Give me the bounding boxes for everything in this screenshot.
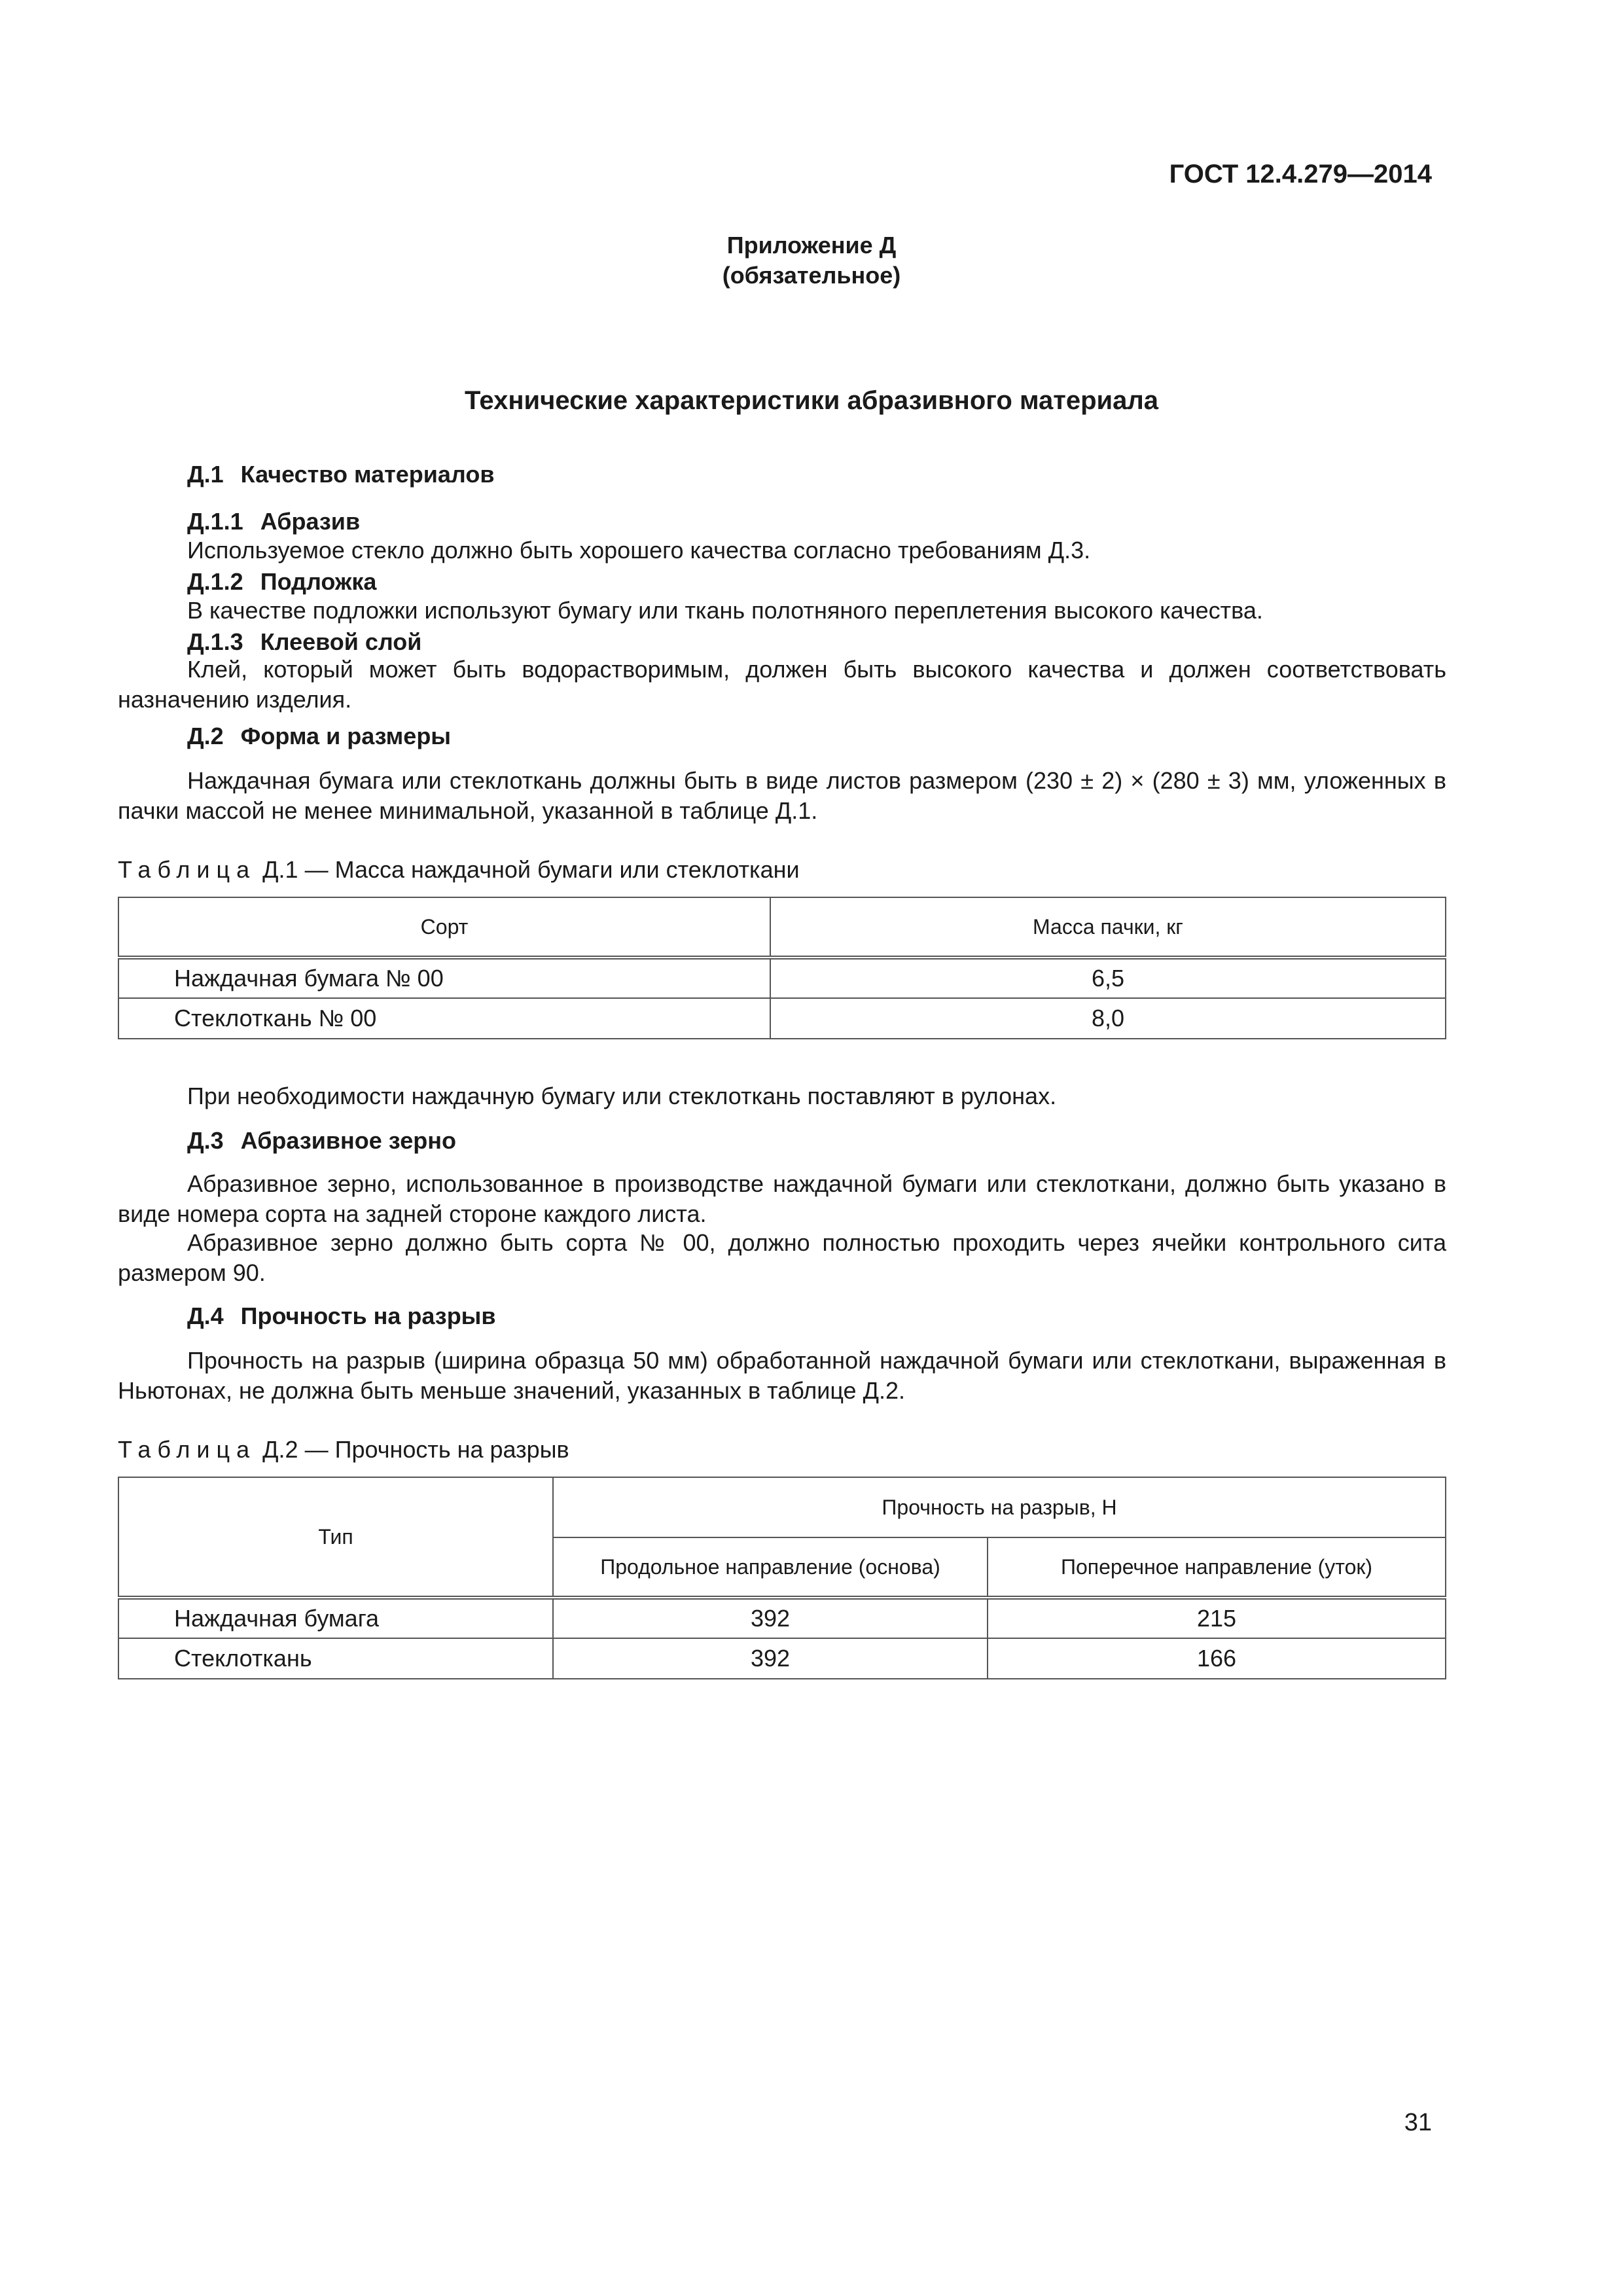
paragraph-d2: Наждачная бумага или стеклоткань должны быть в виде листов размером (230 ± 2) × (280 ± 3) мм, уложенных в пачки массой не менее минимальной, указанной в таблице Д.1. (118, 767, 1446, 824)
paragraph-d13: Клей, который может быть водорастворимым, должен быть высокого качества и должен соответствовать назначению изделия. (118, 656, 1446, 713)
table-cell: 215 (988, 1598, 1446, 1638)
table-cell: Наждачная бумага (118, 1598, 553, 1638)
paragraph-after-table1: При необходимости наждачную бумагу или стеклоткань поставляют в рулонах. (187, 1083, 1057, 1109)
standard-id: ГОСТ 12.4.279—2014 (1169, 160, 1432, 188)
table1 (118, 897, 1446, 1039)
section-number: Д.3 (187, 1127, 224, 1154)
subsection-title: Подложка (260, 568, 377, 595)
table-caption-text: Д.1 — Масса наждачной бумаги или стеклоткани (262, 856, 800, 883)
table-cell: 392 (553, 1598, 988, 1638)
table-row (118, 1638, 1446, 1679)
subsection-number: Д.1.3 (187, 628, 243, 655)
table-cell: Стеклоткань № 00 (118, 998, 770, 1039)
subsection-number: Д.1.2 (187, 568, 243, 595)
annex-heading (0, 230, 1623, 291)
subsection-number: Д.1.1 (187, 508, 243, 535)
table-cell: 392 (553, 1638, 988, 1679)
table-header-cell: Тип (118, 1477, 553, 1598)
paragraph-d12: В качестве подложки используют бумагу или ткань полотняного переплетения высокого качества. (187, 597, 1263, 624)
table-header-cell: Продольное направление (основа) (553, 1537, 988, 1598)
document-title: Технические характеристики абразивного материала (464, 386, 1159, 415)
section-d2-heading (187, 723, 451, 750)
paragraph-d3-1: Абразивное зерно, использованное в производстве наждачной бумаги или стеклоткани, должно быть указано в виде номера сорта на задней стороне каждого листа. (118, 1170, 1446, 1227)
subsection-d11-heading (187, 508, 360, 535)
subsection-title: Абразив (260, 508, 361, 535)
paragraph-d3-2: Абразивное зерно должно быть сорта № 00, должно полностью проходить через ячейки контрольного сита размером 90. (118, 1229, 1446, 1286)
section-number: Д.4 (187, 1302, 224, 1329)
section-d4-heading (187, 1302, 496, 1330)
section-title: Качество материалов (240, 461, 495, 488)
table-header-cell: Масса пачки, кг (770, 897, 1446, 958)
table-header-row (118, 1477, 1446, 1537)
table2-caption (118, 1436, 569, 1463)
table-cell: 166 (988, 1638, 1446, 1679)
table-row (118, 998, 1446, 1039)
paragraph-d11: Используемое стекло должно быть хорошего качества согласно требованиям Д.3. (187, 537, 1091, 564)
table-row (118, 958, 1446, 998)
section-number: Д.1 (187, 461, 224, 488)
section-title: Форма и размеры (240, 723, 452, 749)
table-cell: 6,5 (770, 958, 1446, 998)
annex-title: Приложение Д (726, 232, 897, 259)
subsection-d12-heading (187, 568, 376, 596)
paragraph-d4: Прочность на разрыв (ширина образца 50 мм) обработанной наждачной бумаги или стеклоткани, выраженная в Ньютонах, не должна быть меньше значений, указанных в таблице Д.2. (118, 1347, 1446, 1404)
section-d3-heading (187, 1127, 456, 1155)
table-header-row (118, 897, 1446, 958)
section-d1-heading (187, 461, 494, 488)
table-cell: Наждачная бумага № 00 (118, 958, 770, 998)
section-title: Прочность на разрыв (240, 1302, 496, 1329)
table-caption-word: Таблица (118, 1436, 257, 1463)
annex-status: (обязательное) (722, 262, 901, 289)
table-row (118, 1598, 1446, 1638)
table1-caption (118, 856, 800, 884)
subsection-d13-heading (187, 628, 421, 656)
table2 (118, 1477, 1446, 1679)
section-number: Д.2 (187, 723, 224, 749)
table-cell: 8,0 (770, 998, 1446, 1039)
table-caption-word: Таблица (118, 856, 257, 883)
table-cell: Стеклоткань (118, 1638, 553, 1679)
page-number: 31 (1404, 2109, 1432, 2136)
table-header-cell: Прочность на разрыв, Н (553, 1477, 1446, 1537)
table-header-cell: Сорт (118, 897, 770, 958)
subsection-title: Клеевой слой (260, 628, 422, 655)
section-title: Абразивное зерно (240, 1127, 456, 1154)
table-caption-text: Д.2 — Прочность на разрыв (262, 1436, 569, 1463)
table-header-cell: Поперечное направление (уток) (988, 1537, 1446, 1598)
